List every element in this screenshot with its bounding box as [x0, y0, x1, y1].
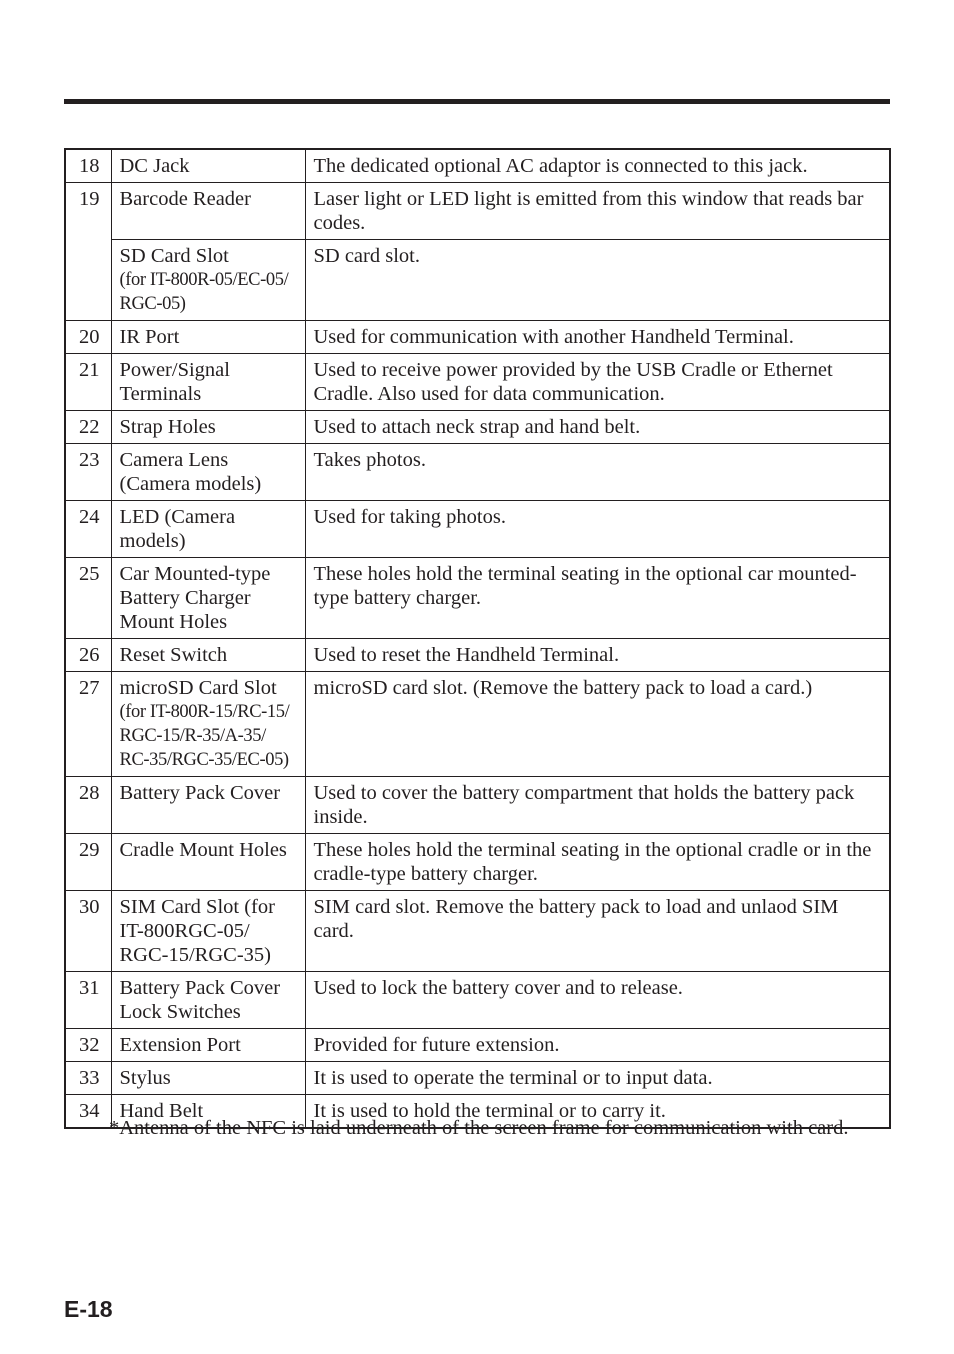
part-name: LED (Camera models) — [119, 506, 236, 552]
part-name: Reset Switch — [119, 644, 228, 666]
item-number: 32 — [65, 1029, 111, 1062]
item-number: 29 — [65, 834, 111, 891]
item-number: 23 — [65, 444, 111, 501]
part-description: The dedicated optional AC adaptor is connected to this jack. — [305, 149, 890, 183]
part-name: DC Jack — [119, 155, 190, 177]
item-number: 24 — [65, 501, 111, 558]
item-number: 26 — [65, 639, 111, 672]
part-name: SD Card Slot — [119, 245, 229, 267]
part-description: Used to reset the Handheld Terminal. — [305, 639, 890, 672]
part-name: IR Port — [119, 326, 180, 348]
item-number: 31 — [65, 972, 111, 1029]
part-name-cell — [111, 777, 305, 834]
part-name: Cradle Mount Holes — [119, 839, 287, 861]
item-number: 19 — [65, 183, 111, 240]
item-number — [65, 240, 111, 321]
part-description: Laser light or LED light is emitted from this window that reads bar codes. — [305, 183, 890, 240]
part-name-cell — [111, 639, 305, 672]
table-row — [65, 672, 890, 777]
part-name-cell — [111, 558, 305, 639]
table-row — [65, 1029, 890, 1062]
table-row — [65, 444, 890, 501]
part-description: It is used to operate the terminal or to input data. — [305, 1062, 890, 1095]
table-row — [65, 639, 890, 672]
part-name-cell — [111, 501, 305, 558]
part-name-cell — [111, 321, 305, 354]
part-description: Provided for future extension. — [305, 1029, 890, 1062]
part-name: Strap Holes — [119, 416, 216, 438]
part-name-cell — [111, 240, 305, 321]
part-description: Used to attach neck strap and hand belt. — [305, 411, 890, 444]
table-row — [65, 149, 890, 183]
table-row — [65, 1062, 890, 1095]
item-number: 25 — [65, 558, 111, 639]
part-name: SIM Card Slot (for IT-800RGC-05/ RGC-15/RGC-35) — [119, 896, 275, 966]
part-name-cell — [111, 672, 305, 777]
part-description: Takes photos. — [305, 444, 890, 501]
item-number: 34 — [65, 1095, 111, 1129]
part-description: microSD card slot. (Remove the battery pack to load a card.) — [305, 672, 890, 777]
part-name: Power/Signal Terminals — [119, 359, 230, 405]
part-description: Used to cover the battery compartment that holds the battery pack inside. — [305, 777, 890, 834]
part-name: Barcode Reader — [119, 188, 251, 210]
part-name: Battery Pack Cover Lock Switches — [119, 977, 281, 1023]
part-name-cell — [111, 149, 305, 183]
part-name-cell — [111, 834, 305, 891]
part-description: These holes hold the terminal seating in the optional car mounted-type battery charger. — [305, 558, 890, 639]
part-name-cell — [111, 411, 305, 444]
part-name: Car Mounted-type Battery Charger Mount Holes — [119, 563, 271, 633]
part-description: Used to lock the battery cover and to release. — [305, 972, 890, 1029]
part-description: These holes hold the terminal seating in the optional cradle or in the cradle-type battery charger. — [305, 834, 890, 891]
header-rule — [64, 99, 890, 104]
part-name-cell — [111, 354, 305, 411]
part-name: Stylus — [119, 1067, 171, 1089]
item-number: 33 — [65, 1062, 111, 1095]
part-description: Used for taking photos. — [305, 501, 890, 558]
item-number: 20 — [65, 321, 111, 354]
item-number: 28 — [65, 777, 111, 834]
part-name-cell — [111, 444, 305, 501]
part-name-cell — [111, 183, 305, 240]
table-row — [65, 777, 890, 834]
table-row — [65, 834, 890, 891]
part-name: Hand Belt — [119, 1100, 204, 1122]
part-name-cell — [111, 1062, 305, 1095]
part-description: Used for communication with another Handheld Terminal. — [305, 321, 890, 354]
part-name: Battery Pack Cover — [119, 782, 281, 804]
item-number: 30 — [65, 891, 111, 972]
item-number: 21 — [65, 354, 111, 411]
part-name-cell — [111, 1029, 305, 1062]
part-model-note: (for IT-800R-15/RC-15/ RGC-15/R-35/A-35/ RC-35/RGC-35/EC-05) — [119, 702, 290, 770]
part-model-note: (for IT-800R-05/EC-05/ RGC-05) — [119, 270, 289, 314]
table-row — [65, 240, 890, 321]
table-row — [65, 183, 890, 240]
part-description: SD card slot. — [305, 240, 890, 321]
part-description: Used to receive power provided by the USB Cradle or Ethernet Cradle. Also used for data communication. — [305, 354, 890, 411]
table-row — [65, 891, 890, 972]
item-number: 18 — [65, 149, 111, 183]
page-number: E-18 — [64, 1296, 113, 1322]
table-row — [65, 558, 890, 639]
table-row — [65, 411, 890, 444]
part-name: Camera Lens (Camera models) — [119, 449, 262, 495]
table-row — [65, 354, 890, 411]
part-description: SIM card slot. Remove the battery pack to load and unlaod SIM card. — [305, 891, 890, 972]
part-name-cell — [111, 891, 305, 972]
parts-table-body — [65, 149, 890, 1128]
part-description: It is used to hold the terminal or to carry it. — [305, 1095, 890, 1129]
table-row — [65, 321, 890, 354]
item-number: 27 — [65, 672, 111, 777]
table-row — [65, 501, 890, 558]
parts-table — [64, 148, 891, 1129]
part-name: microSD Card Slot — [119, 677, 277, 699]
part-name-cell — [111, 972, 305, 1029]
item-number: 22 — [65, 411, 111, 444]
table-row — [65, 972, 890, 1029]
part-name: Extension Port — [119, 1034, 241, 1056]
footnote: *Antenna of the NFC is laid underneath of the screen frame for communication with card. — [109, 1117, 849, 1139]
